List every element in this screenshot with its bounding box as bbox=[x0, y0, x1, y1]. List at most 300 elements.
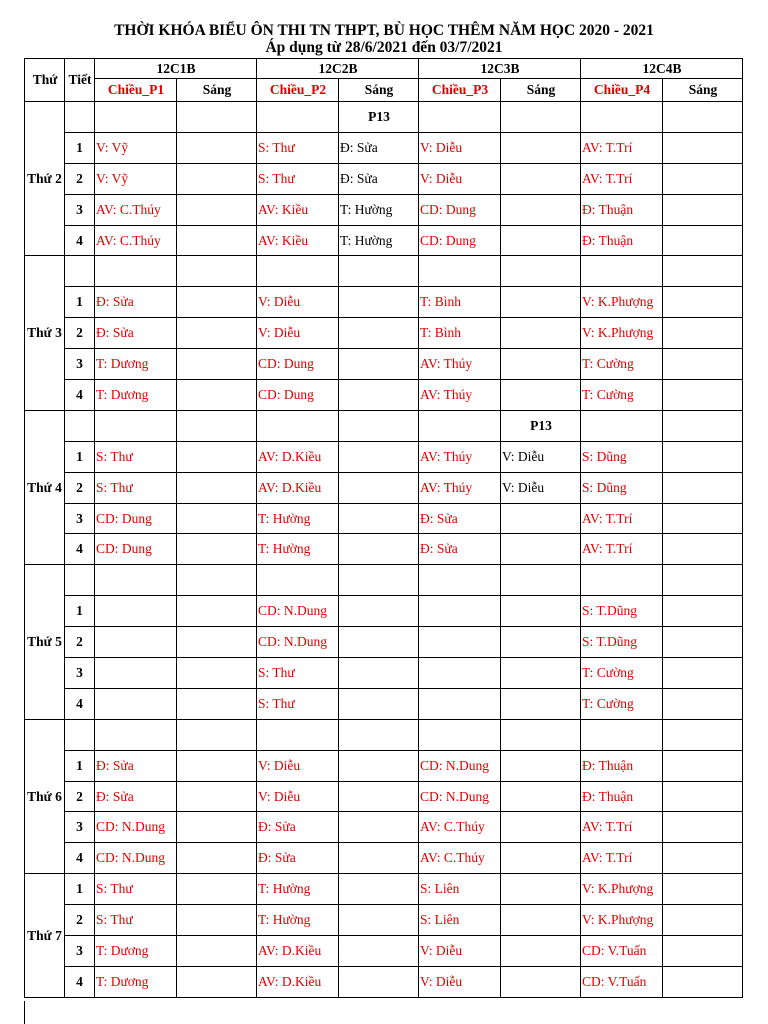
header-afternoon-p3: Chiều_P3 bbox=[419, 79, 501, 102]
morning-cell bbox=[663, 287, 743, 318]
period-number: 3 bbox=[65, 812, 95, 843]
morning-cell bbox=[177, 565, 257, 596]
page-title: THỜI KHÓA BIỂU ÔN THI TN THPT, BÙ HỌC THÊM NĂM HỌC 2020 - 2021 bbox=[114, 22, 654, 39]
afternoon-cell: S: Thư bbox=[257, 163, 339, 194]
afternoon-cell bbox=[581, 102, 663, 133]
morning-cell bbox=[177, 843, 257, 874]
afternoon-cell: S: Thư bbox=[257, 658, 339, 689]
morning-cell bbox=[339, 256, 419, 287]
morning-cell bbox=[663, 658, 743, 689]
header-afternoon-p1: Chiều_P1 bbox=[95, 79, 177, 102]
afternoon-cell bbox=[419, 627, 501, 658]
morning-cell bbox=[339, 874, 419, 905]
schedule-row bbox=[25, 318, 743, 349]
schedule-row bbox=[25, 256, 743, 287]
afternoon-cell: CD: N.Dung bbox=[419, 781, 501, 812]
morning-cell bbox=[501, 750, 581, 781]
morning-cell: V: Diễu bbox=[501, 441, 581, 472]
morning-cell bbox=[663, 874, 743, 905]
afternoon-cell: AV: C.Thúy bbox=[95, 194, 177, 225]
afternoon-cell: CD: N.Dung bbox=[257, 596, 339, 627]
header-afternoon-p4: Chiều_P4 bbox=[581, 79, 663, 102]
period-number: 3 bbox=[65, 936, 95, 967]
header-tiet: Tiết bbox=[65, 59, 95, 102]
morning-cell bbox=[177, 627, 257, 658]
morning-cell bbox=[339, 349, 419, 380]
morning-cell bbox=[177, 472, 257, 503]
morning-cell bbox=[177, 194, 257, 225]
afternoon-cell: S: Thư bbox=[95, 441, 177, 472]
morning-cell bbox=[663, 905, 743, 936]
morning-cell bbox=[663, 318, 743, 349]
afternoon-cell: AV: D.Kiều bbox=[257, 472, 339, 503]
morning-cell bbox=[663, 410, 743, 441]
afternoon-cell: V: Diễu bbox=[419, 936, 501, 967]
afternoon-cell: AV: Kiều bbox=[257, 194, 339, 225]
schedule-row bbox=[25, 658, 743, 689]
afternoon-cell: AV: D.Kiều bbox=[257, 441, 339, 472]
morning-cell: T: Hường bbox=[339, 225, 419, 256]
afternoon-cell: S: Dũng bbox=[581, 472, 663, 503]
morning-cell bbox=[177, 349, 257, 380]
morning-cell bbox=[177, 380, 257, 411]
afternoon-cell: AV: D.Kiều bbox=[257, 936, 339, 967]
morning-cell bbox=[177, 102, 257, 133]
morning-cell bbox=[501, 688, 581, 719]
morning-cell bbox=[339, 843, 419, 874]
morning-cell bbox=[339, 812, 419, 843]
morning-cell bbox=[501, 349, 581, 380]
afternoon-cell: CD: Dung bbox=[95, 503, 177, 534]
header-morning: Sáng bbox=[339, 79, 419, 102]
morning-cell bbox=[177, 132, 257, 163]
schedule-row bbox=[25, 874, 743, 905]
morning-cell bbox=[177, 874, 257, 905]
morning-cell bbox=[663, 936, 743, 967]
period-number: 4 bbox=[65, 380, 95, 411]
header-class-12c4b: 12C4B bbox=[581, 59, 743, 79]
schedule-row bbox=[25, 503, 743, 534]
morning-cell bbox=[177, 966, 257, 997]
morning-cell: T: Hường bbox=[339, 194, 419, 225]
day-label: Thứ 3 bbox=[25, 256, 65, 410]
period-number: 4 bbox=[65, 843, 95, 874]
morning-cell bbox=[663, 843, 743, 874]
afternoon-cell bbox=[257, 565, 339, 596]
morning-cell bbox=[339, 781, 419, 812]
morning-cell bbox=[663, 534, 743, 565]
afternoon-cell: V: K.Phượng bbox=[581, 874, 663, 905]
afternoon-cell: T: Cường bbox=[581, 380, 663, 411]
morning-cell bbox=[501, 163, 581, 194]
morning-cell bbox=[663, 719, 743, 750]
afternoon-cell: AV: T.Trí bbox=[581, 132, 663, 163]
morning-cell bbox=[177, 256, 257, 287]
period-number bbox=[65, 256, 95, 287]
afternoon-cell: Đ: Sửa bbox=[95, 287, 177, 318]
period-number: 1 bbox=[65, 596, 95, 627]
afternoon-cell: V: Diễu bbox=[419, 163, 501, 194]
afternoon-cell: S: Thư bbox=[257, 132, 339, 163]
morning-cell bbox=[663, 163, 743, 194]
afternoon-cell bbox=[95, 658, 177, 689]
afternoon-cell: V: Diễu bbox=[257, 287, 339, 318]
morning-cell bbox=[501, 318, 581, 349]
afternoon-cell: AV: T.Trí bbox=[581, 812, 663, 843]
schedule-row bbox=[25, 472, 743, 503]
morning-cell bbox=[339, 596, 419, 627]
schedule-row bbox=[25, 688, 743, 719]
morning-cell bbox=[177, 781, 257, 812]
period-number bbox=[65, 102, 95, 133]
schedule-row bbox=[25, 905, 743, 936]
schedule-row bbox=[25, 627, 743, 658]
afternoon-cell: Đ: Thuận bbox=[581, 194, 663, 225]
morning-cell bbox=[339, 441, 419, 472]
morning-cell bbox=[501, 287, 581, 318]
morning-cell bbox=[663, 102, 743, 133]
morning-cell bbox=[339, 287, 419, 318]
afternoon-cell: T: Hường bbox=[257, 534, 339, 565]
period-number: 1 bbox=[65, 287, 95, 318]
morning-cell bbox=[177, 534, 257, 565]
schedule-row bbox=[25, 194, 743, 225]
afternoon-cell: S: Liên bbox=[419, 905, 501, 936]
morning-cell bbox=[177, 688, 257, 719]
header-morning: Sáng bbox=[501, 79, 581, 102]
afternoon-cell bbox=[95, 410, 177, 441]
afternoon-cell: S: Thư bbox=[95, 874, 177, 905]
morning-cell bbox=[501, 102, 581, 133]
schedule-row bbox=[25, 132, 743, 163]
afternoon-cell: T: Cường bbox=[581, 349, 663, 380]
morning-cell bbox=[663, 380, 743, 411]
period-number: 2 bbox=[65, 781, 95, 812]
afternoon-cell: AV: C.Thúy bbox=[95, 225, 177, 256]
morning-cell bbox=[177, 163, 257, 194]
period-number: 3 bbox=[65, 194, 95, 225]
morning-cell bbox=[663, 966, 743, 997]
afternoon-cell: V: K.Phượng bbox=[581, 287, 663, 318]
morning-cell bbox=[501, 719, 581, 750]
period-number: 2 bbox=[65, 318, 95, 349]
afternoon-cell: AV: T.Trí bbox=[581, 534, 663, 565]
morning-cell bbox=[501, 503, 581, 534]
afternoon-cell bbox=[419, 565, 501, 596]
schedule-row bbox=[25, 163, 743, 194]
schedule-row bbox=[25, 936, 743, 967]
afternoon-cell: T: Hường bbox=[257, 874, 339, 905]
afternoon-cell: T: Bình bbox=[419, 318, 501, 349]
afternoon-cell bbox=[419, 410, 501, 441]
schedule-row bbox=[25, 565, 743, 596]
table-edge-line bbox=[24, 1001, 25, 1024]
morning-cell bbox=[339, 410, 419, 441]
day-label: Thứ 6 bbox=[25, 719, 65, 873]
morning-cell: Đ: Sửa bbox=[339, 163, 419, 194]
afternoon-cell: V: Diễu bbox=[257, 750, 339, 781]
morning-cell bbox=[177, 936, 257, 967]
afternoon-cell bbox=[419, 102, 501, 133]
morning-cell bbox=[501, 596, 581, 627]
morning-cell bbox=[501, 627, 581, 658]
afternoon-cell: AV: C.Thúy bbox=[419, 843, 501, 874]
afternoon-cell: AV: Kiều bbox=[257, 225, 339, 256]
morning-cell bbox=[501, 966, 581, 997]
morning-cell bbox=[501, 256, 581, 287]
morning-cell bbox=[663, 441, 743, 472]
afternoon-cell bbox=[581, 410, 663, 441]
morning-cell bbox=[501, 658, 581, 689]
afternoon-cell: Đ: Sửa bbox=[257, 843, 339, 874]
morning-cell bbox=[177, 318, 257, 349]
period-number bbox=[65, 719, 95, 750]
morning-cell bbox=[663, 688, 743, 719]
afternoon-cell: V: Diễu bbox=[257, 781, 339, 812]
afternoon-cell: CD: N.Dung bbox=[95, 843, 177, 874]
period-number: 1 bbox=[65, 132, 95, 163]
afternoon-cell: T: Hường bbox=[257, 503, 339, 534]
afternoon-cell: S: Liên bbox=[419, 874, 501, 905]
afternoon-cell bbox=[95, 256, 177, 287]
morning-cell: Đ: Sửa bbox=[339, 132, 419, 163]
afternoon-cell: CD: N.Dung bbox=[257, 627, 339, 658]
afternoon-cell: AV: Thúy bbox=[419, 441, 501, 472]
morning-cell bbox=[501, 874, 581, 905]
period-number: 2 bbox=[65, 627, 95, 658]
afternoon-cell: T: Dương bbox=[95, 936, 177, 967]
schedule-row bbox=[25, 843, 743, 874]
morning-cell bbox=[339, 905, 419, 936]
morning-cell bbox=[501, 194, 581, 225]
afternoon-cell: T: Dương bbox=[95, 966, 177, 997]
afternoon-cell: CD: V.Tuấn bbox=[581, 936, 663, 967]
morning-cell bbox=[501, 565, 581, 596]
period-number: 3 bbox=[65, 349, 95, 380]
afternoon-cell: AV: Thúy bbox=[419, 472, 501, 503]
schedule-row bbox=[25, 287, 743, 318]
morning-cell bbox=[663, 349, 743, 380]
morning-cell bbox=[663, 503, 743, 534]
afternoon-cell: V: Diễu bbox=[419, 132, 501, 163]
morning-cell bbox=[177, 750, 257, 781]
afternoon-cell: S: Thư bbox=[95, 905, 177, 936]
afternoon-cell: CD: Dung bbox=[257, 349, 339, 380]
afternoon-cell bbox=[95, 688, 177, 719]
schedule-row bbox=[25, 534, 743, 565]
schedule-row bbox=[25, 750, 743, 781]
morning-cell bbox=[501, 905, 581, 936]
period-number: 4 bbox=[65, 225, 95, 256]
afternoon-cell: Đ: Thuận bbox=[581, 225, 663, 256]
afternoon-cell bbox=[419, 658, 501, 689]
afternoon-cell: Đ: Sửa bbox=[95, 750, 177, 781]
morning-cell bbox=[339, 719, 419, 750]
schedule-row bbox=[25, 441, 743, 472]
afternoon-cell: CD: V.Tuấn bbox=[581, 966, 663, 997]
afternoon-cell: CD: N.Dung bbox=[419, 750, 501, 781]
morning-cell bbox=[177, 596, 257, 627]
afternoon-cell: T: Dương bbox=[95, 380, 177, 411]
day-label: Thứ 5 bbox=[25, 565, 65, 719]
afternoon-cell: AV: T.Trí bbox=[581, 163, 663, 194]
morning-cell: V: Diễu bbox=[501, 472, 581, 503]
morning-cell bbox=[501, 380, 581, 411]
afternoon-cell bbox=[419, 688, 501, 719]
header-class-12c2b: 12C2B bbox=[257, 59, 419, 79]
afternoon-cell: CD: Dung bbox=[419, 194, 501, 225]
afternoon-cell: CD: Dung bbox=[95, 534, 177, 565]
schedule-row bbox=[25, 719, 743, 750]
afternoon-cell: AV: T.Trí bbox=[581, 503, 663, 534]
morning-cell bbox=[339, 936, 419, 967]
morning-cell bbox=[339, 658, 419, 689]
afternoon-cell bbox=[257, 719, 339, 750]
afternoon-cell: CD: Dung bbox=[419, 225, 501, 256]
afternoon-cell: Đ: Sửa bbox=[419, 534, 501, 565]
afternoon-cell bbox=[581, 565, 663, 596]
morning-cell bbox=[663, 256, 743, 287]
period-number: 1 bbox=[65, 874, 95, 905]
morning-cell bbox=[339, 318, 419, 349]
period-number: 1 bbox=[65, 750, 95, 781]
afternoon-cell: T: Dương bbox=[95, 349, 177, 380]
morning-cell bbox=[339, 966, 419, 997]
room-label: P13 bbox=[501, 410, 581, 441]
morning-cell bbox=[177, 287, 257, 318]
morning-cell bbox=[663, 194, 743, 225]
period-number bbox=[65, 410, 95, 441]
morning-cell bbox=[663, 812, 743, 843]
header-morning: Sáng bbox=[177, 79, 257, 102]
schedule-row bbox=[25, 380, 743, 411]
header-thu: Thứ bbox=[25, 59, 65, 102]
afternoon-cell: V: Diễu bbox=[419, 966, 501, 997]
afternoon-cell: AV: Thúy bbox=[419, 380, 501, 411]
morning-cell bbox=[663, 472, 743, 503]
morning-cell bbox=[663, 750, 743, 781]
morning-cell bbox=[339, 750, 419, 781]
afternoon-cell: Đ: Sửa bbox=[257, 812, 339, 843]
morning-cell bbox=[339, 534, 419, 565]
header-class-12c1b: 12C1B bbox=[95, 59, 257, 79]
afternoon-cell: AV: D.Kiều bbox=[257, 966, 339, 997]
afternoon-cell: Đ: Sửa bbox=[95, 781, 177, 812]
period-number: 4 bbox=[65, 534, 95, 565]
morning-cell bbox=[663, 627, 743, 658]
morning-cell bbox=[339, 472, 419, 503]
morning-cell bbox=[501, 781, 581, 812]
afternoon-cell bbox=[95, 596, 177, 627]
afternoon-cell: AV: C.Thúy bbox=[419, 812, 501, 843]
afternoon-cell: S: T.Dũng bbox=[581, 596, 663, 627]
afternoon-cell: S: T.Dũng bbox=[581, 627, 663, 658]
page-subtitle: Áp dụng từ 28/6/2021 đến 03/7/2021 bbox=[265, 39, 503, 56]
afternoon-cell: Đ: Sửa bbox=[419, 503, 501, 534]
morning-cell bbox=[663, 781, 743, 812]
afternoon-cell: AV: T.Trí bbox=[581, 843, 663, 874]
schedule-row bbox=[25, 410, 743, 441]
afternoon-cell bbox=[95, 565, 177, 596]
morning-cell bbox=[177, 503, 257, 534]
schedule-row bbox=[25, 596, 743, 627]
period-number: 4 bbox=[65, 688, 95, 719]
afternoon-cell: AV: Thúy bbox=[419, 349, 501, 380]
morning-cell bbox=[501, 843, 581, 874]
afternoon-cell bbox=[257, 410, 339, 441]
afternoon-cell bbox=[95, 627, 177, 658]
schedule-row bbox=[25, 225, 743, 256]
afternoon-cell: V: Vỹ bbox=[95, 163, 177, 194]
schedule-row bbox=[25, 349, 743, 380]
afternoon-cell: T: Bình bbox=[419, 287, 501, 318]
afternoon-cell: CD: N.Dung bbox=[95, 812, 177, 843]
period-number: 4 bbox=[65, 966, 95, 997]
header-morning: Sáng bbox=[663, 79, 743, 102]
afternoon-cell: V: K.Phượng bbox=[581, 905, 663, 936]
header-afternoon-p2: Chiều_P2 bbox=[257, 79, 339, 102]
morning-cell bbox=[663, 132, 743, 163]
period-number: 1 bbox=[65, 441, 95, 472]
afternoon-cell bbox=[419, 256, 501, 287]
room-label: P13 bbox=[339, 102, 419, 133]
morning-cell bbox=[177, 719, 257, 750]
afternoon-cell: Đ: Thuận bbox=[581, 781, 663, 812]
day-label: Thứ 7 bbox=[25, 874, 65, 998]
afternoon-cell bbox=[581, 256, 663, 287]
schedule-row bbox=[25, 102, 743, 133]
afternoon-cell bbox=[257, 256, 339, 287]
morning-cell bbox=[663, 225, 743, 256]
morning-cell bbox=[339, 565, 419, 596]
day-label: Thứ 2 bbox=[25, 102, 65, 256]
morning-cell bbox=[177, 658, 257, 689]
period-number: 3 bbox=[65, 658, 95, 689]
afternoon-cell: CD: Dung bbox=[257, 380, 339, 411]
afternoon-cell: S: Thư bbox=[95, 472, 177, 503]
afternoon-cell: T: Hường bbox=[257, 905, 339, 936]
timetable bbox=[24, 58, 743, 998]
period-number: 2 bbox=[65, 905, 95, 936]
afternoon-cell bbox=[95, 102, 177, 133]
day-label: Thứ 4 bbox=[25, 410, 65, 564]
morning-cell bbox=[663, 596, 743, 627]
afternoon-cell: S: Thư bbox=[257, 688, 339, 719]
afternoon-cell: S: Dũng bbox=[581, 441, 663, 472]
period-number: 2 bbox=[65, 472, 95, 503]
morning-cell bbox=[501, 534, 581, 565]
morning-cell bbox=[177, 225, 257, 256]
afternoon-cell: V: Vỹ bbox=[95, 132, 177, 163]
schedule-row bbox=[25, 812, 743, 843]
afternoon-cell: Đ: Thuận bbox=[581, 750, 663, 781]
period-number: 3 bbox=[65, 503, 95, 534]
afternoon-cell: T: Cường bbox=[581, 658, 663, 689]
schedule-row bbox=[25, 966, 743, 997]
afternoon-cell bbox=[95, 719, 177, 750]
morning-cell bbox=[663, 565, 743, 596]
morning-cell bbox=[177, 812, 257, 843]
period-number bbox=[65, 565, 95, 596]
header-class-12c3b: 12C3B bbox=[419, 59, 581, 79]
afternoon-cell: Đ: Sửa bbox=[95, 318, 177, 349]
period-number: 2 bbox=[65, 163, 95, 194]
afternoon-cell: V: K.Phượng bbox=[581, 318, 663, 349]
morning-cell bbox=[501, 936, 581, 967]
afternoon-cell bbox=[419, 596, 501, 627]
afternoon-cell bbox=[581, 719, 663, 750]
morning-cell bbox=[339, 380, 419, 411]
